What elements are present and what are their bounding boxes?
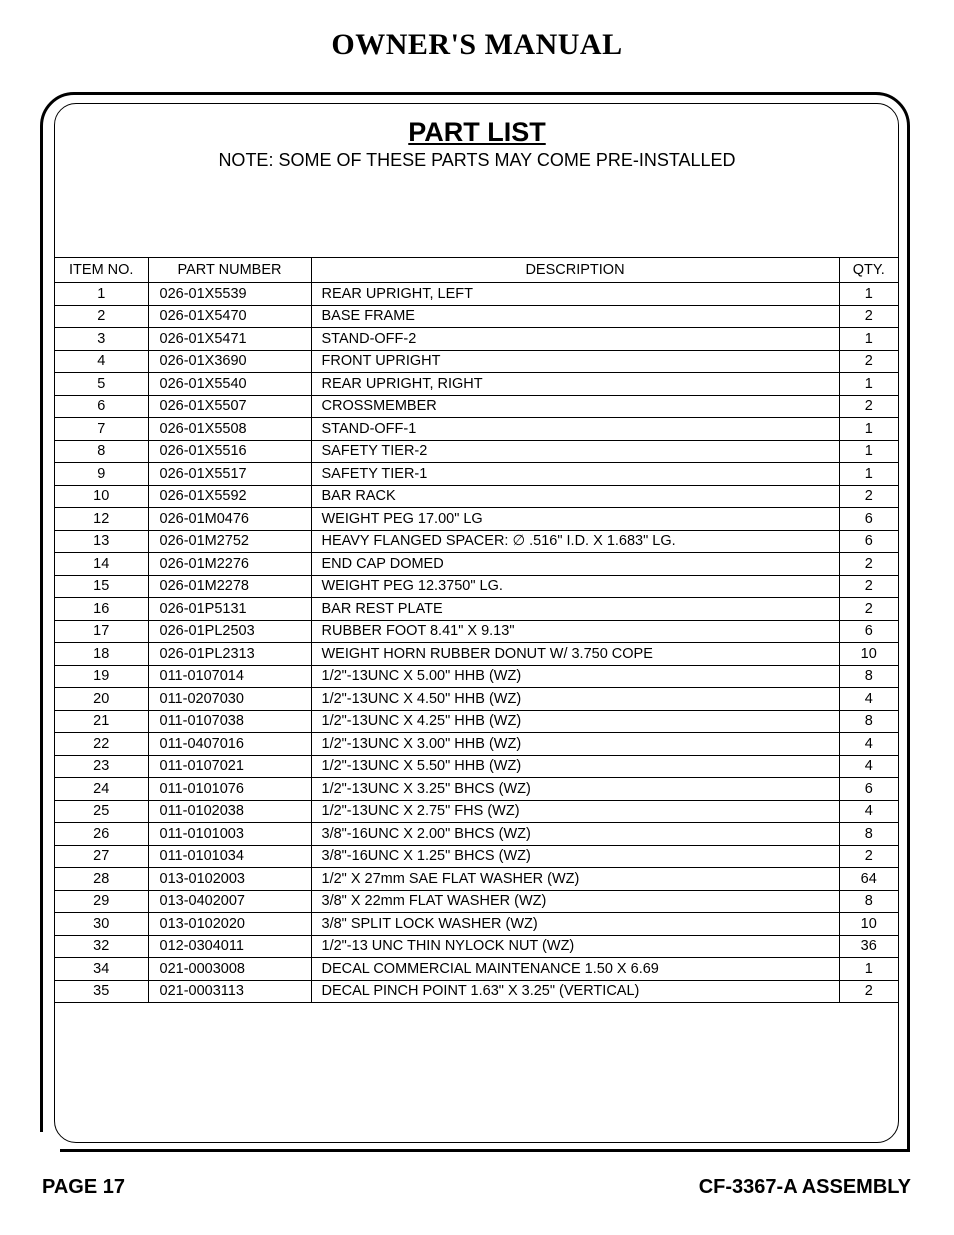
quantity-cell: 2 — [839, 575, 898, 598]
item-number-cell: 5 — [55, 373, 148, 396]
table-row — [55, 283, 898, 306]
column-header-part-number: PART NUMBER — [148, 258, 311, 283]
quantity-cell: 10 — [839, 643, 898, 666]
item-number-cell: 8 — [55, 440, 148, 463]
table-row — [55, 643, 898, 666]
item-number-cell: 12 — [55, 508, 148, 531]
part-number-cell: 026-01M2276 — [148, 553, 311, 576]
item-number-cell: 7 — [55, 418, 148, 441]
item-number-cell: 26 — [55, 823, 148, 846]
quantity-cell: 4 — [839, 733, 898, 756]
table-row — [55, 328, 898, 351]
part-number-cell: 026-01X5508 — [148, 418, 311, 441]
item-number-cell: 3 — [55, 328, 148, 351]
part-number-cell: 011-0102038 — [148, 800, 311, 823]
part-number-cell: 011-0107014 — [148, 665, 311, 688]
item-number-cell: 27 — [55, 845, 148, 868]
quantity-cell: 1 — [839, 418, 898, 441]
part-number-cell: 011-0101034 — [148, 845, 311, 868]
description-cell: 3/8" X 22mm FLAT WASHER (WZ) — [311, 890, 839, 913]
description-cell: BAR REST PLATE — [311, 598, 839, 621]
quantity-cell: 2 — [839, 305, 898, 328]
quantity-cell: 2 — [839, 485, 898, 508]
description-cell: HEAVY FLANGED SPACER: ∅ .516" I.D. X 1.683" LG. — [311, 530, 839, 553]
quantity-cell: 4 — [839, 800, 898, 823]
part-number-cell: 026-01M0476 — [148, 508, 311, 531]
quantity-cell: 2 — [839, 598, 898, 621]
part-number-cell: 011-0101003 — [148, 823, 311, 846]
item-number-cell: 16 — [55, 598, 148, 621]
part-list-body — [55, 283, 898, 1003]
description-cell: WEIGHT HORN RUBBER DONUT W/ 3.750 COPE — [311, 643, 839, 666]
description-cell: DECAL COMMERCIAL MAINTENANCE 1.50 X 6.69 — [311, 958, 839, 981]
pre-installed-note: NOTE: SOME OF THESE PARTS MAY COME PRE-INSTALLED — [218, 150, 736, 170]
part-number-cell: 013-0102003 — [148, 868, 311, 891]
quantity-cell: 1 — [839, 328, 898, 351]
table-row — [55, 980, 898, 1003]
description-cell: 1/2"-13UNC X 4.25" HHB (WZ) — [311, 710, 839, 733]
quantity-cell: 2 — [839, 845, 898, 868]
description-cell: WEIGHT PEG 17.00" LG — [311, 508, 839, 531]
item-number-cell: 19 — [55, 665, 148, 688]
part-number-cell: 026-01X5507 — [148, 395, 311, 418]
quantity-cell: 8 — [839, 823, 898, 846]
quantity-cell: 8 — [839, 890, 898, 913]
description-cell: DECAL PINCH POINT 1.63" X 3.25" (VERTICAL) — [311, 980, 839, 1003]
table-row — [55, 868, 898, 891]
item-number-cell: 24 — [55, 778, 148, 801]
item-number-cell: 23 — [55, 755, 148, 778]
description-cell: 1/2"-13UNC X 2.75" FHS (WZ) — [311, 800, 839, 823]
part-list-title: PART LIST — [408, 117, 546, 147]
item-number-cell: 14 — [55, 553, 148, 576]
table-row — [55, 463, 898, 486]
table-row — [55, 350, 898, 373]
part-number-cell: 013-0102020 — [148, 913, 311, 936]
table-row — [55, 845, 898, 868]
table-row — [55, 553, 898, 576]
item-number-cell: 21 — [55, 710, 148, 733]
item-number-cell: 1 — [55, 283, 148, 306]
description-cell: SAFETY TIER-2 — [311, 440, 839, 463]
quantity-cell: 36 — [839, 935, 898, 958]
description-cell: 3/8" SPLIT LOCK WASHER (WZ) — [311, 913, 839, 936]
table-row — [55, 620, 898, 643]
item-number-cell: 28 — [55, 868, 148, 891]
item-number-cell: 4 — [55, 350, 148, 373]
part-number-cell: 026-01X5539 — [148, 283, 311, 306]
table-row — [55, 665, 898, 688]
item-number-cell: 10 — [55, 485, 148, 508]
table-row — [55, 890, 898, 913]
description-cell: REAR UPRIGHT, LEFT — [311, 283, 839, 306]
description-cell: CROSSMEMBER — [311, 395, 839, 418]
item-number-cell: 9 — [55, 463, 148, 486]
part-number-cell: 011-0107038 — [148, 710, 311, 733]
description-cell: 1/2"-13 UNC THIN NYLOCK NUT (WZ) — [311, 935, 839, 958]
quantity-cell: 6 — [839, 620, 898, 643]
part-number-cell: 011-0107021 — [148, 755, 311, 778]
table-row — [55, 755, 898, 778]
description-cell: 1/2" X 27mm SAE FLAT WASHER (WZ) — [311, 868, 839, 891]
part-number-cell: 021-0003008 — [148, 958, 311, 981]
item-number-cell: 15 — [55, 575, 148, 598]
manual-title: OWNER'S MANUAL — [331, 28, 623, 61]
table-row — [55, 373, 898, 396]
item-number-cell: 35 — [55, 980, 148, 1003]
part-number-cell: 026-01X3690 — [148, 350, 311, 373]
description-cell: 1/2"-13UNC X 5.00" HHB (WZ) — [311, 665, 839, 688]
quantity-cell: 1 — [839, 440, 898, 463]
table-row — [55, 440, 898, 463]
table-row — [55, 800, 898, 823]
description-cell: 1/2"-13UNC X 3.00" HHB (WZ) — [311, 733, 839, 756]
column-header-item: ITEM NO. — [55, 258, 148, 283]
part-number-cell: 013-0402007 — [148, 890, 311, 913]
quantity-cell: 1 — [839, 283, 898, 306]
part-number-cell: 026-01X5471 — [148, 328, 311, 351]
description-cell: BASE FRAME — [311, 305, 839, 328]
description-cell: 1/2"-13UNC X 4.50" HHB (WZ) — [311, 688, 839, 711]
page-number: PAGE 17 — [42, 1176, 125, 1198]
quantity-cell: 1 — [839, 958, 898, 981]
table-row — [55, 305, 898, 328]
part-number-cell: 026-01X5470 — [148, 305, 311, 328]
part-number-cell: 026-01X5516 — [148, 440, 311, 463]
quantity-cell: 2 — [839, 980, 898, 1003]
quantity-cell: 1 — [839, 463, 898, 486]
item-number-cell: 25 — [55, 800, 148, 823]
item-number-cell: 2 — [55, 305, 148, 328]
description-cell: STAND-OFF-2 — [311, 328, 839, 351]
table-row — [55, 733, 898, 756]
item-number-cell: 6 — [55, 395, 148, 418]
description-cell: SAFETY TIER-1 — [311, 463, 839, 486]
table-row — [55, 688, 898, 711]
description-cell: 3/8"-16UNC X 1.25" BHCS (WZ) — [311, 845, 839, 868]
quantity-cell: 8 — [839, 665, 898, 688]
quantity-cell: 64 — [839, 868, 898, 891]
item-number-cell: 17 — [55, 620, 148, 643]
part-number-cell: 026-01M2752 — [148, 530, 311, 553]
part-number-cell: 021-0003113 — [148, 980, 311, 1003]
part-number-cell: 026-01X5592 — [148, 485, 311, 508]
table-row — [55, 823, 898, 846]
table-row — [55, 935, 898, 958]
quantity-cell: 6 — [839, 508, 898, 531]
item-number-cell: 18 — [55, 643, 148, 666]
part-list-table — [55, 257, 898, 1003]
part-number-cell: 012-0304011 — [148, 935, 311, 958]
item-number-cell: 13 — [55, 530, 148, 553]
column-header-qty: QTY. — [839, 258, 898, 283]
item-number-cell: 29 — [55, 890, 148, 913]
table-row — [55, 958, 898, 981]
quantity-cell: 8 — [839, 710, 898, 733]
table-row — [55, 418, 898, 441]
description-cell: RUBBER FOOT 8.41" X 9.13" — [311, 620, 839, 643]
part-number-cell: 026-01X5517 — [148, 463, 311, 486]
table-row — [55, 508, 898, 531]
quantity-cell: 6 — [839, 778, 898, 801]
column-header-description: DESCRIPTION — [311, 258, 839, 283]
description-cell: 1/2"-13UNC X 3.25" BHCS (WZ) — [311, 778, 839, 801]
table-row — [55, 913, 898, 936]
part-number-cell: 026-01M2278 — [148, 575, 311, 598]
table-row — [55, 778, 898, 801]
description-cell: STAND-OFF-1 — [311, 418, 839, 441]
quantity-cell: 10 — [839, 913, 898, 936]
part-number-cell: 011-0101076 — [148, 778, 311, 801]
table-row — [55, 575, 898, 598]
description-cell: END CAP DOMED — [311, 553, 839, 576]
description-cell: BAR RACK — [311, 485, 839, 508]
table-row — [55, 395, 898, 418]
quantity-cell: 2 — [839, 395, 898, 418]
part-number-cell: 026-01X5540 — [148, 373, 311, 396]
item-number-cell: 20 — [55, 688, 148, 711]
part-number-cell: 011-0407016 — [148, 733, 311, 756]
item-number-cell: 34 — [55, 958, 148, 981]
item-number-cell: 32 — [55, 935, 148, 958]
table-header-row — [55, 258, 898, 283]
item-number-cell: 30 — [55, 913, 148, 936]
table-row — [55, 710, 898, 733]
part-number-cell: 026-01P5131 — [148, 598, 311, 621]
part-number-cell: 011-0207030 — [148, 688, 311, 711]
quantity-cell: 4 — [839, 688, 898, 711]
table-row — [55, 530, 898, 553]
model-assembly: CF-3367-A ASSEMBLY — [698, 1176, 911, 1198]
item-number-cell: 22 — [55, 733, 148, 756]
quantity-cell: 2 — [839, 553, 898, 576]
part-number-cell: 026-01PL2503 — [148, 620, 311, 643]
quantity-cell: 6 — [839, 530, 898, 553]
description-cell: FRONT UPRIGHT — [311, 350, 839, 373]
part-number-cell: 026-01PL2313 — [148, 643, 311, 666]
quantity-cell: 4 — [839, 755, 898, 778]
description-cell: WEIGHT PEG 12.3750" LG. — [311, 575, 839, 598]
quantity-cell: 2 — [839, 350, 898, 373]
table-row — [55, 485, 898, 508]
quantity-cell: 1 — [839, 373, 898, 396]
description-cell: REAR UPRIGHT, RIGHT — [311, 373, 839, 396]
table-row — [55, 598, 898, 621]
description-cell: 1/2"-13UNC X 5.50" HHB (WZ) — [311, 755, 839, 778]
description-cell: 3/8"-16UNC X 2.00" BHCS (WZ) — [311, 823, 839, 846]
